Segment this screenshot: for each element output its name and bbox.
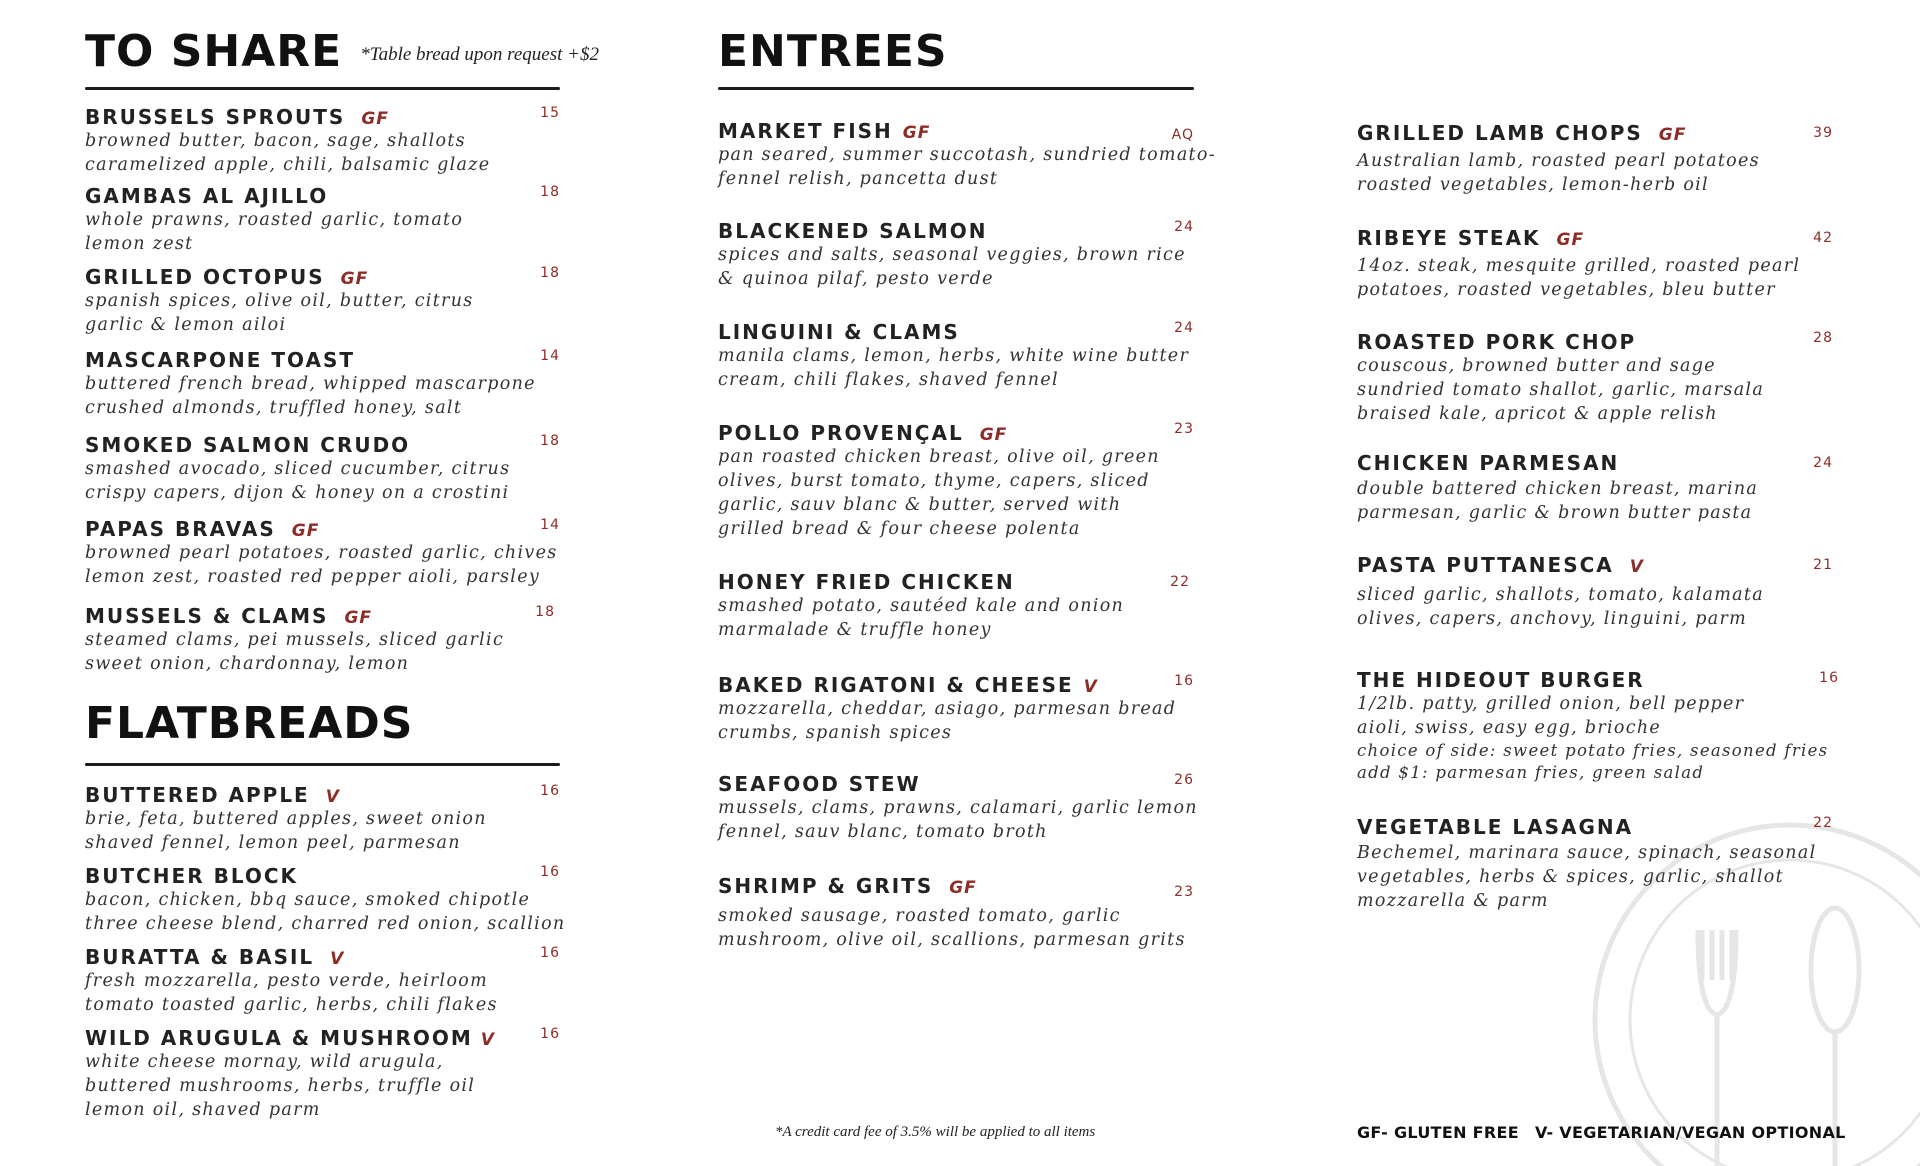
item-description-line: choice of side: sweet potato fries, seasoned fries [1357,741,1829,760]
item-description-line: crushed almonds, truffled honey, salt [85,398,463,418]
legend-gluten-free: GF- GLUTEN FREE [1357,1123,1519,1142]
item-description-line: & quinoa pilaf, pesto verde [718,269,994,289]
item-description-line: vegetables, herbs & spices, garlic, shallot [1357,867,1784,887]
menu-item [85,265,560,337]
item-description-line: caramelized apple, chili, balsamic glaze [85,155,491,175]
item-description-line: lemon oil, shaved parm [85,1100,321,1120]
item-description-line: browned butter, bacon, sage, shallots [85,131,466,151]
v-tag: V [480,1030,495,1050]
item-price: 39 [1813,125,1833,141]
menu-item [85,105,560,177]
menu-item [85,517,560,589]
item-description-line: couscous, browned butter and sage [1357,356,1716,376]
item-price: 23 [1174,884,1194,900]
item-price: 24 [1174,320,1194,336]
item-name: PAPAS BRAVAS [85,517,276,541]
item-description-line: mozzarella & parm [1357,891,1549,911]
item-name: GRILLED OCTOPUS [85,265,325,289]
item-description-line: mushroom, olive oil, scallions, parmesan grits [718,930,1186,950]
item-description-line: aioli, swiss, easy egg, brioche [1357,718,1662,738]
item-name: HONEY FRIED CHICKEN [718,570,1015,594]
item-description-line: add $1: parmesan fries, green salad [1357,763,1705,782]
item-description-line: three cheese blend, charred red onion, scallion [85,914,566,934]
item-name: WILD ARUGULA & MUSHROOM [85,1026,473,1050]
item-description-line: bacon, chicken, bbq sauce, smoked chipotle [85,890,531,910]
item-price: 16 [540,864,560,880]
gf-tag: GF [1658,125,1687,145]
item-description-line: cream, chili flakes, shaved fennel [718,370,1059,390]
item-description-line: olives, burst tomato, thyme, capers, sliced [718,471,1150,491]
item-description-line: fresh mozzarella, pesto verde, heirloom [85,971,489,991]
menu-item [718,219,1194,291]
item-price: 22 [1813,815,1833,831]
item-description-line: crumbs, spanish spices [718,723,953,743]
item-name: BURATTA & BASIL [85,945,315,969]
flatbreads-title: FLATBREADS [85,698,414,749]
item-price: AQ [1171,127,1194,143]
item-description-line: whole prawns, roasted garlic, tomato [85,210,464,230]
menu-item [85,783,560,855]
menu-item [718,119,1216,191]
credit-card-fee-note: *A credit card fee of 3.5% will be applied to all items [775,1124,1096,1140]
item-price: 14 [540,517,560,533]
item-name: GAMBAS AL AJILLO [85,184,329,208]
menu-item [718,570,1194,642]
item-name: VEGETABLE LASAGNA [1357,815,1634,839]
gf-tag: GF [1556,230,1585,250]
item-name: LINGUINI & CLAMS [718,320,960,344]
item-description-line: Australian lamb, roasted pearl potatoes [1357,151,1760,171]
item-price: 24 [1174,219,1194,235]
item-name: POLLO PROVENÇAL [718,421,964,445]
entrees-divider [718,87,1194,90]
item-description-line: marmalade & truffle honey [718,620,992,640]
item-name: BUTTERED APPLE [85,783,310,807]
item-price: 18 [540,433,560,449]
dietary-legend [1357,1123,1846,1142]
item-name: THE HIDEOUT BURGER [1357,668,1645,692]
item-description-line: garlic & lemon ailoi [85,315,287,335]
item-price: 16 [1819,670,1839,686]
menu-item [85,604,555,676]
item-description-line: lemon zest, roasted red pepper aioli, parsley [85,567,541,587]
item-description-line: parmesan, garlic & brown butter pasta [1357,503,1753,523]
item-description-line: Bechemel, marinara sauce, spinach, seasonal [1357,843,1817,863]
item-description-line: lemon zest [85,234,194,254]
item-name: CHICKEN PARMESAN [1357,451,1620,475]
gf-tag: GF [291,521,320,541]
menu-item [85,1026,560,1122]
item-name: BLACKENED SALMON [718,219,988,243]
item-price: 18 [540,265,560,281]
item-description-line: crispy capers, dijon & honey on a crostini [85,483,510,503]
item-description-line: spices and salts, seasonal veggies, brown rice [718,245,1186,265]
item-description-line: olives, capers, anchovy, linguini, parm [1357,609,1748,629]
menu-item [85,864,566,936]
item-price: 18 [540,184,560,200]
v-tag: V [1083,677,1098,697]
menu-item [85,184,560,256]
item-name: ROASTED PORK CHOP [1357,330,1637,354]
item-name: PASTA PUTTANESCA [1357,553,1614,577]
item-description-line: browned pearl potatoes, roasted garlic, chives [85,543,558,563]
item-description-line: manila clams, lemon, herbs, white wine butter [718,346,1190,366]
item-name: BRUSSELS SPROUTS [85,105,346,129]
gf-tag: GF [949,878,977,898]
to-share-header [85,26,599,77]
menu-item [85,433,560,505]
item-name: MARKET FISH [718,119,893,143]
item-price: 22 [1170,574,1190,590]
menu-item [1357,330,1833,426]
item-description-line: smoked sausage, roasted tomato, garlic [718,906,1121,926]
item-price: 16 [540,783,560,799]
item-price: 26 [1174,772,1194,788]
item-name: SHRIMP & GRITS [718,874,934,898]
item-price: 16 [1174,673,1194,689]
item-description-line: double battered chicken breast, marina [1357,479,1759,499]
gf-tag: GF [340,269,369,289]
item-description-line: tomato toasted garlic, herbs, chili flakes [85,995,498,1015]
item-name: SMOKED SALMON CRUDO [85,433,411,457]
entrees-header [718,26,948,77]
menu-item [85,348,560,420]
item-price: 18 [535,604,555,620]
menu-item [1357,668,1839,784]
flatbreads-divider [85,763,560,766]
item-price: 28 [1813,330,1833,346]
item-price: 24 [1813,455,1833,471]
v-tag: V [325,787,340,807]
item-description-line: sliced garlic, shallots, tomato, kalamata [1357,585,1764,605]
item-description-line: spanish spices, olive oil, butter, citrus [85,291,474,311]
menu-item [718,320,1194,392]
gf-tag: GF [902,123,931,143]
menu-item [1357,553,1833,631]
item-description-line: pan seared, summer succotash, sundried tomato- [718,145,1216,165]
item-price: 42 [1813,230,1833,246]
item-description-line: 14oz. steak, mesquite grilled, roasted pearl [1357,256,1801,276]
gf-tag: GF [979,425,1008,445]
menu-item [718,772,1198,844]
menu-item [718,421,1194,541]
item-description-line: smashed potato, sautéed kale and onion [718,596,1125,616]
item-description-line: buttered french bread, whipped mascarpone [85,374,536,394]
item-name: RIBEYE STEAK [1357,226,1541,250]
menu-item [1357,121,1833,197]
item-description-line: steamed clams, pei mussels, sliced garlic [85,630,505,650]
v-tag: V [1629,557,1644,577]
legend-vegetarian: V- VEGETARIAN/VEGAN OPTIONAL [1534,1123,1846,1142]
item-description-line: shaved fennel, lemon peel, parmesan [85,833,461,853]
menu-item [718,673,1194,745]
item-description-line: white cheese mornay, wild arugula, [85,1052,444,1072]
item-price: 14 [540,348,560,364]
item-description-line: mozzarella, cheddar, asiago, parmesan bread [718,699,1177,719]
item-description-line: grilled bread & four cheese polenta [718,519,1081,539]
item-description-line: roasted vegetables, lemon-herb oil [1357,175,1709,195]
item-name: BAKED RIGATONI & CHEESE [718,673,1074,697]
item-name: MUSSELS & CLAMS [85,604,329,628]
menu-item [1357,815,1833,913]
menu-item [1357,451,1833,525]
entrees-title: ENTREES [718,26,948,77]
item-description-line: 1/2lb. patty, grilled onion, bell pepper [1357,694,1745,714]
item-name: GRILLED LAMB CHOPS [1357,121,1643,145]
item-price: 16 [540,1026,560,1042]
item-price: 16 [540,945,560,961]
gf-tag: GF [344,608,373,628]
item-description-line: mussels, clams, prawns, calamari, garlic lemon [718,798,1198,818]
menu-item [1357,226,1833,302]
item-description-line: pan roasted chicken breast, olive oil, green [718,447,1160,467]
menu-item [85,945,560,1017]
v-tag: V [330,949,345,969]
item-description-line: garlic, sauv blanc & butter, served with [718,495,1122,515]
item-description-line: potatoes, roasted vegetables, bleu butter [1357,280,1776,300]
table-bread-note: *Table bread upon request +$2 [360,44,599,65]
flatbreads-header [85,698,414,749]
item-description-line: braised kale, apricot & apple relish [1357,404,1718,424]
item-name: MASCARPONE TOAST [85,348,355,372]
gf-tag: GF [361,109,389,129]
item-description-line: brie, feta, buttered apples, sweet onion [85,809,487,829]
menu-item [718,874,1194,952]
item-name: SEAFOOD STEW [718,772,921,796]
to-share-divider [85,87,560,90]
item-description-line: buttered mushrooms, herbs, truffle oil [85,1076,476,1096]
item-description-line: fennel relish, pancetta dust [718,169,999,189]
item-description-line: smashed avocado, sliced cucumber, citrus [85,459,511,479]
item-price: 15 [540,105,560,121]
item-price: 23 [1174,421,1194,437]
item-description-line: sundried tomato shallot, garlic, marsala [1357,380,1765,400]
to-share-title: TO SHARE [85,26,343,77]
item-description-line: sweet onion, chardonnay, lemon [85,654,410,674]
item-description-line: fennel, sauv blanc, tomato broth [718,822,1048,842]
item-name: BUTCHER BLOCK [85,864,299,888]
item-price: 21 [1813,557,1833,573]
